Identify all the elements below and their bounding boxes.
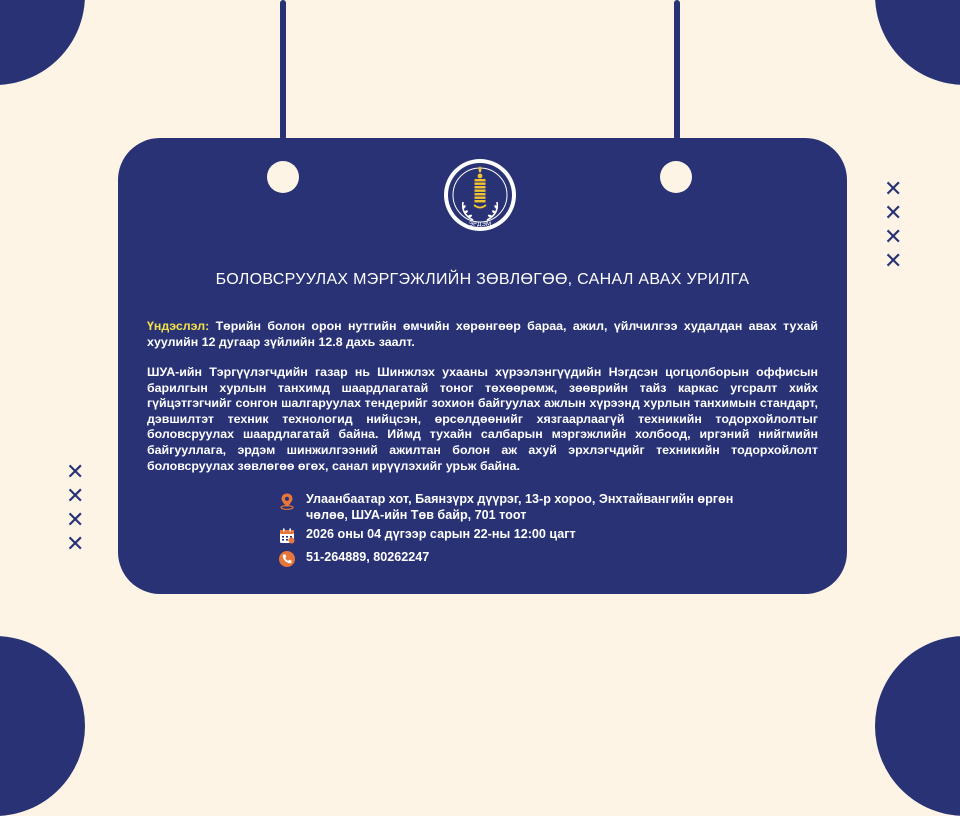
corner-circle-top-right	[875, 0, 960, 85]
corner-circle-bottom-left	[0, 636, 85, 816]
basis-text: Төрийн болон орон нутгийн өмчийн хөрөнгөөр бараа, ажил, үйлчилгээ худалдан авах тухай хуулийн 12 дугаар зүйлийн 12.8 дахь заалт.	[147, 319, 818, 349]
hanging-hole-right	[660, 161, 692, 193]
phone-text: 51-264889, 80262247	[306, 550, 430, 564]
x-mark: ✕	[66, 507, 85, 532]
phone-row	[278, 550, 766, 568]
x-mark: ✕	[884, 248, 903, 273]
x-mark: ✕	[66, 531, 85, 556]
x-mark: ✕	[884, 200, 903, 225]
corner-circle-bottom-right	[875, 636, 960, 816]
hanging-hole-left	[267, 161, 299, 193]
phone-icon	[278, 550, 296, 568]
body-paragraph: ШУА-ийн Тэргүүлэгчдийн газар нь Шинжлэх ухааны хүрээлэнгүүдийн Нэгдсэн цогцолборын оффисын барилгын хурлын танхимд шаардлагатай тоног төхөөрөмж, зөөврийн тайз каркас угсралт хийх гүйцэтгэгчийг сонгон шалгаруулах тендерийг зохион байгуулах ажлын хүрээнд хурлын танхимын стандарт, дэвшилтэт техник технологид нийцсэн, өрсөлдөөнийг хязгаарлаагүй техникийн тодорхойлолтыг боловсруулах шаардлагатай байна. Иймд тухайн салбарын мэргэжлийн холбоод, иргэний нийгмийн байгууллага, эрдэм шинжилгээний ажилтан болон аж ахуй эрхлэгчдийг техникийн тодорхойлолт боловсруулах зөвлөгөө өгөх, санал ирүүлэхийг урьж байна.	[147, 365, 818, 473]
address-text: Улаанбаатар хот, Баянзүрх дүүрэг, 13-р хороо, Энхтайвангийн өргөн чөлөө, ШУА-ийн Төв байр, 701 тоот	[306, 492, 734, 522]
x-mark: ✕	[66, 483, 85, 508]
date-text: 2026 оны 04 дүгээр сарын 22-ны 12:00 цагт	[306, 527, 576, 541]
address-row	[278, 492, 766, 523]
location-pin-icon	[278, 492, 296, 510]
logo-caption: ЭРДЭМ	[468, 221, 492, 228]
x-mark: ✕	[66, 459, 85, 484]
basis-label: Үндэслэл:	[147, 319, 210, 333]
academy-logo	[443, 158, 517, 232]
calendar-icon	[278, 527, 296, 545]
date-row	[278, 527, 766, 545]
page-title: БОЛОВСРУУЛАХ МЭРГЭЖЛИЙН ЗӨВЛӨГӨӨ, САНАЛ АВАХ УРИЛГА	[215, 271, 750, 288]
x-pattern-right	[884, 178, 902, 272]
corner-circle-top-left	[0, 0, 85, 85]
x-mark: ✕	[884, 224, 903, 249]
basis-paragraph	[147, 319, 818, 350]
x-pattern-left	[66, 461, 84, 555]
hanger-string-right	[674, 0, 680, 140]
hanger-string-left	[280, 0, 286, 140]
announcement-card	[118, 138, 847, 594]
x-mark: ✕	[884, 176, 903, 201]
